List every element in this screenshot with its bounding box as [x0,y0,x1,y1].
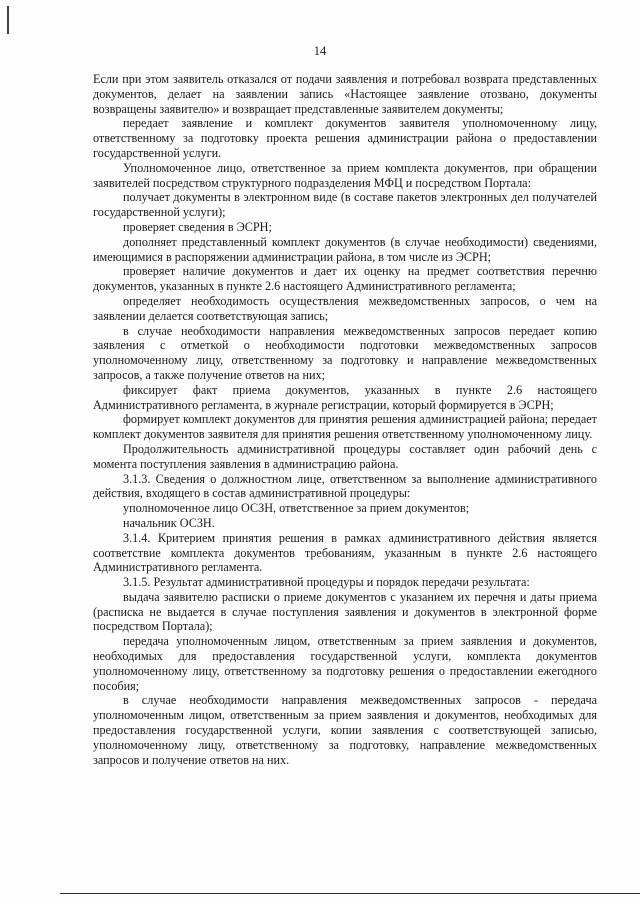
paragraph: уполномоченное лицо ОСЗН, ответственное за прием документов; [123,501,470,516]
scan-edge-mark [7,6,9,34]
paragraph: передача уполномоченным лицом, ответственным за прием заявления и документов, необходимых для предоставления государственной услуги, комплекта документов уполномоченному лицу, ответственному за подготовку решения о предоставлении ежегодного пособия; [93,634,597,693]
paragraph: 3.1.4. Критерием принятия решения в рамках административного действия является соответствие комплекта документов требованиям, указанным в пункте 2.6 настоящего Административного регламента. [93,530,597,575]
bottom-rule [60,893,640,894]
paragraph: дополняет представленный комплект документов (в случае необходимости) сведениями, имеющимися в распоряжении администрации района, в том числе из ЭСРН; [93,234,597,264]
paragraph: проверяет наличие документов и дает их оценку на предмет соответствия перечню документов, указанных в пункте 2.6 настоящего Административного регламента; [93,264,597,294]
paragraph: Если при этом заявитель отказался от подачи заявления и потребовал возврата представленных документов, делает на заявлении запись «Настоящее заявление отозвано, документы возвращены заявителю» и возвращает представленные заявителем документы; [93,72,597,116]
paragraph: передает заявление и комплект документов заявителя уполномоченному лицу, ответственному за подготовку проекта решения администрации района о предоставлении государственной услуги. [93,116,597,160]
paragraph: начальник ОСЗН. [123,515,215,530]
paragraph: получает документы в электронном виде (в составе пакетов электронных дел получателей государственной услуги); [93,190,597,220]
paragraph: формирует комплект документов для принятия решения администрацией района; передает комплект документов заявителя для принятия решения ответственному уполномоченному лицу. [93,412,597,442]
paragraph: определяет необходимость осуществления межведомственных запросов, о чем на заявлении делается соответствующая запись; [93,293,597,323]
paragraph: Продолжительность административной процедуры составляет один рабочий день с момента поступления заявления в администрацию района. [93,441,597,471]
paragraph: в случае необходимости направления межведомственных запросов - передача уполномоченным лицом, ответственным за прием заявления и документов, необходимых для предоставления государственной услуги, копии заявления с соответствующей записью, уполномоченному лицу, ответственному за подготовку, направление межведомственных запросов и получение ответов на них. [93,693,597,767]
page-number: 14 [313,44,327,58]
paragraph: выдача заявителю расписки о приеме документов с указанием их перечня и даты приема (расписка не выдается в случае поступления заявления и документов в электронной форме посредством Портала); [93,589,597,634]
paragraph: в случае необходимости направления межведомственных запросов передает копию заявления с отметкой о необходимости подготовки межведомственных запросов уполномоченному лицу, ответственному за подготовку и направление межведомственных запросов, а также получение ответов на них; [93,323,597,382]
paragraph: фиксирует факт приема документов, указанных в пункте 2.6 настоящего Административного регламента, в журнале регистрации, который формируется в ЭСРН; [93,382,597,412]
document-body [93,72,597,767]
paragraph: 3.1.5. Результат административной процедуры и порядок передачи результата: [123,575,530,590]
paragraph: проверяет сведения в ЭСРН; [123,219,272,234]
paragraph: Уполномоченное лицо, ответственное за прием комплекта документов, при обращении заявителей посредством структурного подразделения МФЦ и посредством Портала: [93,160,597,190]
paragraph: 3.1.3. Сведения о должностном лице, ответственном за выполнение административного действия, входящего в состав административной процедуры: [93,471,597,501]
